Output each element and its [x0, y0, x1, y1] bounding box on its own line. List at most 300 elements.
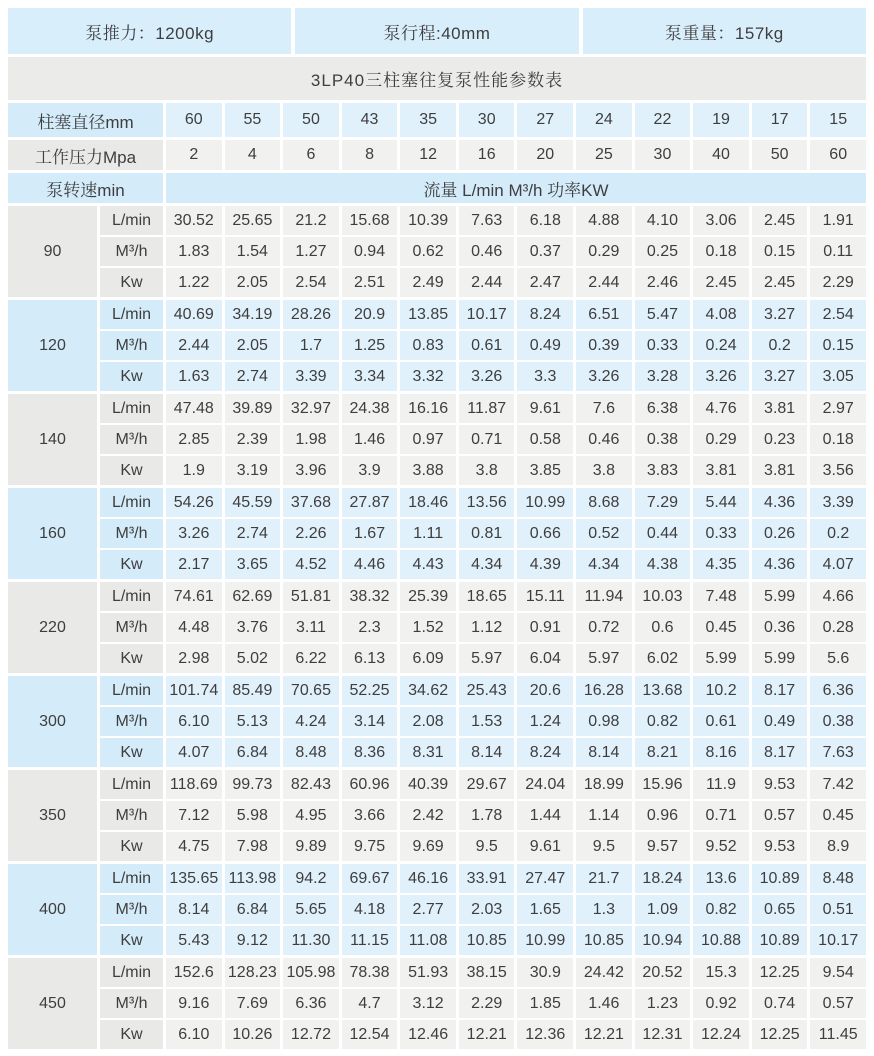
- value-cell: 12.25: [752, 1020, 808, 1049]
- value-cell: 8.24: [517, 300, 573, 329]
- value-cell: 13.56: [459, 488, 515, 517]
- value-cell: 3.26: [166, 519, 222, 548]
- value-cell: 1.65: [517, 895, 573, 924]
- value-cell: 60.96: [342, 770, 398, 799]
- pressure-value: 60: [810, 140, 866, 170]
- value-cell: 3.85: [517, 456, 573, 485]
- value-cell: 0.52: [576, 519, 632, 548]
- value-cell: 9.52: [693, 832, 749, 861]
- value-cell: 3.81: [693, 456, 749, 485]
- row-unit-label: Kw: [100, 456, 163, 485]
- value-cell: 0.83: [400, 331, 456, 360]
- value-cell: 16.28: [576, 676, 632, 705]
- value-cell: 3.26: [459, 362, 515, 391]
- pressure-value: 50: [752, 140, 808, 170]
- value-cell: 4.75: [166, 832, 222, 861]
- value-cell: 4.46: [342, 550, 398, 579]
- value-cell: 4.10: [635, 206, 691, 235]
- value-cell: 8.48: [810, 864, 866, 893]
- pressure-value: 4: [225, 140, 281, 170]
- value-cell: 0.65: [752, 895, 808, 924]
- value-cell: 9.69: [400, 832, 456, 861]
- value-cell: 10.2: [693, 676, 749, 705]
- value-cell: 0.25: [635, 237, 691, 266]
- value-cell: 12.54: [342, 1020, 398, 1049]
- row-unit-label: L/min: [100, 488, 163, 517]
- value-cell: 0.2: [810, 519, 866, 548]
- value-cell: 5.6: [810, 644, 866, 673]
- value-cell: 5.99: [693, 644, 749, 673]
- pressure-value: 16: [459, 140, 515, 170]
- value-cell: 0.28: [810, 613, 866, 642]
- value-cell: 1.52: [400, 613, 456, 642]
- value-cell: 8.14: [576, 738, 632, 767]
- speed-value: 220: [8, 582, 97, 673]
- value-cell: 3.32: [400, 362, 456, 391]
- value-cell: 0.37: [517, 237, 573, 266]
- value-cell: 13.68: [635, 676, 691, 705]
- value-cell: 4.36: [752, 488, 808, 517]
- value-cell: 7.69: [225, 989, 281, 1018]
- value-cell: 0.82: [635, 707, 691, 736]
- value-cell: 6.36: [810, 676, 866, 705]
- value-cell: 5.97: [576, 644, 632, 673]
- value-cell: 18.99: [576, 770, 632, 799]
- value-cell: 11.15: [342, 926, 398, 955]
- value-cell: 0.26: [752, 519, 808, 548]
- value-cell: 10.99: [517, 926, 573, 955]
- value-cell: 47.48: [166, 394, 222, 423]
- value-cell: 0.15: [752, 237, 808, 266]
- diameter-value: 24: [576, 103, 632, 137]
- value-cell: 2.98: [166, 644, 222, 673]
- value-cell: 6.10: [166, 707, 222, 736]
- row-unit-label: Kw: [100, 644, 163, 673]
- value-cell: 8.68: [576, 488, 632, 517]
- speed-value: 160: [8, 488, 97, 579]
- value-cell: 99.73: [225, 770, 281, 799]
- diameter-label: 柱塞直径mm: [8, 103, 163, 137]
- value-cell: 21.7: [576, 864, 632, 893]
- value-cell: 1.53: [459, 707, 515, 736]
- value-cell: 0.57: [752, 801, 808, 830]
- value-cell: 1.54: [225, 237, 281, 266]
- value-cell: 2.08: [400, 707, 456, 736]
- flow-power-header: 流量 L/min M³/h 功率KW: [166, 173, 866, 203]
- value-cell: 12.24: [693, 1020, 749, 1049]
- value-cell: 9.61: [517, 394, 573, 423]
- value-cell: 1.9: [166, 456, 222, 485]
- value-cell: 10.39: [400, 206, 456, 235]
- value-cell: 2.17: [166, 550, 222, 579]
- value-cell: 2.54: [283, 268, 339, 297]
- value-cell: 0.94: [342, 237, 398, 266]
- diameter-value: 15: [810, 103, 866, 137]
- value-cell: 0.81: [459, 519, 515, 548]
- value-cell: 0.46: [459, 237, 515, 266]
- value-cell: 24.42: [576, 958, 632, 987]
- value-cell: 45.59: [225, 488, 281, 517]
- value-cell: 2.46: [635, 268, 691, 297]
- value-cell: 0.18: [810, 425, 866, 454]
- value-cell: 6.02: [635, 644, 691, 673]
- value-cell: 4.76: [693, 394, 749, 423]
- speed-block-140: [8, 394, 866, 485]
- value-cell: 52.25: [342, 676, 398, 705]
- value-cell: 0.2: [752, 331, 808, 360]
- value-cell: 0.15: [810, 331, 866, 360]
- value-cell: 8.24: [517, 738, 573, 767]
- pressure-value: 30: [635, 140, 691, 170]
- value-cell: 28.26: [283, 300, 339, 329]
- value-cell: 11.45: [810, 1020, 866, 1049]
- value-cell: 2.39: [225, 425, 281, 454]
- value-cell: 12.31: [635, 1020, 691, 1049]
- value-cell: 1.67: [342, 519, 398, 548]
- value-cell: 2.29: [810, 268, 866, 297]
- value-cell: 1.91: [810, 206, 866, 235]
- row-unit-label: M³/h: [100, 989, 163, 1018]
- value-cell: 2.44: [459, 268, 515, 297]
- row-unit-label: Kw: [100, 738, 163, 767]
- value-cell: 2.44: [576, 268, 632, 297]
- value-cell: 25.39: [400, 582, 456, 611]
- pressure-value: 2: [166, 140, 222, 170]
- value-cell: 6.13: [342, 644, 398, 673]
- value-cell: 1.25: [342, 331, 398, 360]
- value-cell: 9.5: [459, 832, 515, 861]
- value-cell: 10.17: [810, 926, 866, 955]
- value-cell: 8.36: [342, 738, 398, 767]
- pressure-value: 40: [693, 140, 749, 170]
- speed-block-220: [8, 582, 866, 673]
- value-cell: 1.22: [166, 268, 222, 297]
- row-unit-label: L/min: [100, 206, 163, 235]
- value-cell: 6.10: [166, 1020, 222, 1049]
- value-cell: 15.3: [693, 958, 749, 987]
- value-cell: 13.85: [400, 300, 456, 329]
- value-cell: 128.23: [225, 958, 281, 987]
- value-cell: 0.49: [752, 707, 808, 736]
- value-cell: 6.18: [517, 206, 573, 235]
- value-cell: 9.53: [752, 770, 808, 799]
- value-cell: 51.81: [283, 582, 339, 611]
- value-cell: 3.11: [283, 613, 339, 642]
- value-cell: 0.18: [693, 237, 749, 266]
- row-unit-label: L/min: [100, 864, 163, 893]
- diameter-header-row: [8, 103, 866, 137]
- value-cell: 0.11: [810, 237, 866, 266]
- value-cell: 8.9: [810, 832, 866, 861]
- value-cell: 3.06: [693, 206, 749, 235]
- value-cell: 5.47: [635, 300, 691, 329]
- value-cell: 1.63: [166, 362, 222, 391]
- row-unit-label: M³/h: [100, 707, 163, 736]
- value-cell: 1.27: [283, 237, 339, 266]
- speed-value: 350: [8, 770, 97, 861]
- pump-thrust: 泵推力：1200kg: [8, 8, 291, 54]
- value-cell: 4.18: [342, 895, 398, 924]
- value-cell: 0.61: [693, 707, 749, 736]
- pump-stroke: 泵行程:40mm: [295, 8, 578, 54]
- value-cell: 8.31: [400, 738, 456, 767]
- value-cell: 0.33: [693, 519, 749, 548]
- value-cell: 0.39: [576, 331, 632, 360]
- value-cell: 0.92: [693, 989, 749, 1018]
- value-cell: 13.6: [693, 864, 749, 893]
- value-cell: 6.51: [576, 300, 632, 329]
- value-cell: 0.96: [635, 801, 691, 830]
- speed-block-160: [8, 488, 866, 579]
- pressure-value: 12: [400, 140, 456, 170]
- row-unit-label: L/min: [100, 582, 163, 611]
- value-cell: 6.36: [283, 989, 339, 1018]
- value-cell: 0.29: [693, 425, 749, 454]
- value-cell: 4.48: [166, 613, 222, 642]
- value-cell: 7.12: [166, 801, 222, 830]
- value-cell: 27.87: [342, 488, 398, 517]
- value-cell: 0.44: [635, 519, 691, 548]
- diameter-value: 50: [283, 103, 339, 137]
- value-cell: 5.43: [166, 926, 222, 955]
- value-cell: 6.22: [283, 644, 339, 673]
- value-cell: 3.26: [693, 362, 749, 391]
- value-cell: 0.91: [517, 613, 573, 642]
- diameter-value: 22: [635, 103, 691, 137]
- value-cell: 18.46: [400, 488, 456, 517]
- value-cell: 4.07: [810, 550, 866, 579]
- value-cell: 74.61: [166, 582, 222, 611]
- row-unit-label: Kw: [100, 550, 163, 579]
- value-cell: 1.44: [517, 801, 573, 830]
- value-cell: 118.69: [166, 770, 222, 799]
- value-cell: 32.97: [283, 394, 339, 423]
- row-unit-label: M³/h: [100, 613, 163, 642]
- value-cell: 1.23: [635, 989, 691, 1018]
- value-cell: 0.46: [576, 425, 632, 454]
- value-cell: 12.46: [400, 1020, 456, 1049]
- value-cell: 7.48: [693, 582, 749, 611]
- value-cell: 5.13: [225, 707, 281, 736]
- diameter-value: 30: [459, 103, 515, 137]
- value-cell: 0.61: [459, 331, 515, 360]
- value-cell: 1.12: [459, 613, 515, 642]
- value-cell: 2.3: [342, 613, 398, 642]
- value-cell: 8.17: [752, 738, 808, 767]
- pressure-value: 25: [576, 140, 632, 170]
- row-unit-label: M³/h: [100, 425, 163, 454]
- value-cell: 2.54: [810, 300, 866, 329]
- value-cell: 38.15: [459, 958, 515, 987]
- value-cell: 4.34: [459, 550, 515, 579]
- value-cell: 0.49: [517, 331, 573, 360]
- value-cell: 4.08: [693, 300, 749, 329]
- value-cell: 20.52: [635, 958, 691, 987]
- value-cell: 11.9: [693, 770, 749, 799]
- value-cell: 0.45: [810, 801, 866, 830]
- value-cell: 9.5: [576, 832, 632, 861]
- value-cell: 3.96: [283, 456, 339, 485]
- value-cell: 3.27: [752, 300, 808, 329]
- value-cell: 20.6: [517, 676, 573, 705]
- value-cell: 3.66: [342, 801, 398, 830]
- row-unit-label: M³/h: [100, 519, 163, 548]
- value-cell: 2.05: [225, 268, 281, 297]
- speed-value: 300: [8, 676, 97, 767]
- value-cell: 70.65: [283, 676, 339, 705]
- row-unit-label: L/min: [100, 770, 163, 799]
- value-cell: 6.09: [400, 644, 456, 673]
- value-cell: 0.38: [635, 425, 691, 454]
- value-cell: 7.63: [810, 738, 866, 767]
- value-cell: 3.12: [400, 989, 456, 1018]
- value-cell: 0.74: [752, 989, 808, 1018]
- value-cell: 29.67: [459, 770, 515, 799]
- value-cell: 10.94: [635, 926, 691, 955]
- value-cell: 7.98: [225, 832, 281, 861]
- value-cell: 4.43: [400, 550, 456, 579]
- value-cell: 8.48: [283, 738, 339, 767]
- value-cell: 38.32: [342, 582, 398, 611]
- value-cell: 10.99: [517, 488, 573, 517]
- value-cell: 0.58: [517, 425, 573, 454]
- value-cell: 9.53: [752, 832, 808, 861]
- value-cell: 0.72: [576, 613, 632, 642]
- value-cell: 51.93: [400, 958, 456, 987]
- row-unit-label: M³/h: [100, 895, 163, 924]
- value-cell: 11.87: [459, 394, 515, 423]
- value-cell: 3.81: [752, 456, 808, 485]
- value-cell: 10.17: [459, 300, 515, 329]
- value-cell: 94.2: [283, 864, 339, 893]
- value-cell: 1.11: [400, 519, 456, 548]
- value-cell: 0.36: [752, 613, 808, 642]
- value-cell: 33.91: [459, 864, 515, 893]
- value-cell: 2.97: [810, 394, 866, 423]
- value-cell: 6.84: [225, 738, 281, 767]
- value-cell: 6.38: [635, 394, 691, 423]
- value-cell: 0.97: [400, 425, 456, 454]
- value-cell: 5.44: [693, 488, 749, 517]
- value-cell: 4.24: [283, 707, 339, 736]
- value-cell: 113.98: [225, 864, 281, 893]
- diameter-value: 19: [693, 103, 749, 137]
- speed-block-300: [8, 676, 866, 767]
- value-cell: 34.19: [225, 300, 281, 329]
- value-cell: 2.42: [400, 801, 456, 830]
- value-cell: 10.89: [752, 926, 808, 955]
- value-cell: 7.63: [459, 206, 515, 235]
- value-cell: 40.39: [400, 770, 456, 799]
- value-cell: 5.98: [225, 801, 281, 830]
- value-cell: 3.8: [459, 456, 515, 485]
- value-cell: 0.23: [752, 425, 808, 454]
- speed-value: 120: [8, 300, 97, 391]
- value-cell: 1.98: [283, 425, 339, 454]
- value-cell: 7.29: [635, 488, 691, 517]
- value-cell: 4.07: [166, 738, 222, 767]
- pump-summary-bar: [8, 8, 866, 54]
- value-cell: 27.47: [517, 864, 573, 893]
- value-cell: 1.24: [517, 707, 573, 736]
- value-cell: 9.75: [342, 832, 398, 861]
- value-cell: 10.26: [225, 1020, 281, 1049]
- value-cell: 34.62: [400, 676, 456, 705]
- value-cell: 1.14: [576, 801, 632, 830]
- speed-value: 90: [8, 206, 97, 297]
- value-cell: 0.51: [810, 895, 866, 924]
- value-cell: 85.49: [225, 676, 281, 705]
- value-cell: 2.85: [166, 425, 222, 454]
- value-cell: 10.89: [752, 864, 808, 893]
- row-unit-label: Kw: [100, 1020, 163, 1049]
- diameter-value: 35: [400, 103, 456, 137]
- value-cell: 0.62: [400, 237, 456, 266]
- row-unit-label: L/min: [100, 958, 163, 987]
- speed-block-120: [8, 300, 866, 391]
- diameter-value: 43: [342, 103, 398, 137]
- value-cell: 4.36: [752, 550, 808, 579]
- value-cell: 0.33: [635, 331, 691, 360]
- value-cell: 3.26: [576, 362, 632, 391]
- value-cell: 8.16: [693, 738, 749, 767]
- value-cell: 11.94: [576, 582, 632, 611]
- value-cell: 3.19: [225, 456, 281, 485]
- value-cell: 24.04: [517, 770, 573, 799]
- value-cell: 2.77: [400, 895, 456, 924]
- value-cell: 9.12: [225, 926, 281, 955]
- row-unit-label: L/min: [100, 394, 163, 423]
- speed-value: 400: [8, 864, 97, 955]
- value-cell: 0.24: [693, 331, 749, 360]
- speed-block-400: [8, 864, 866, 955]
- value-cell: 5.65: [283, 895, 339, 924]
- value-cell: 3.81: [752, 394, 808, 423]
- value-cell: 3.76: [225, 613, 281, 642]
- row-unit-label: L/min: [100, 300, 163, 329]
- value-cell: 0.29: [576, 237, 632, 266]
- value-cell: 2.47: [517, 268, 573, 297]
- value-cell: 135.65: [166, 864, 222, 893]
- value-cell: 12.21: [576, 1020, 632, 1049]
- value-cell: 78.38: [342, 958, 398, 987]
- row-unit-label: Kw: [100, 832, 163, 861]
- value-cell: 1.09: [635, 895, 691, 924]
- pressure-header-row: [8, 140, 866, 170]
- value-cell: 4.39: [517, 550, 573, 579]
- speed-block-350: [8, 770, 866, 861]
- diameter-value: 55: [225, 103, 281, 137]
- value-cell: 6.04: [517, 644, 573, 673]
- value-cell: 5.97: [459, 644, 515, 673]
- value-cell: 16.16: [400, 394, 456, 423]
- value-cell: 2.29: [459, 989, 515, 1018]
- value-cell: 39.89: [225, 394, 281, 423]
- speed-block-450: [8, 958, 866, 1049]
- value-cell: 9.61: [517, 832, 573, 861]
- value-cell: 18.65: [459, 582, 515, 611]
- value-cell: 3.28: [635, 362, 691, 391]
- value-cell: 15.96: [635, 770, 691, 799]
- row-unit-label: Kw: [100, 268, 163, 297]
- value-cell: 7.6: [576, 394, 632, 423]
- speed-blocks: [8, 206, 866, 1049]
- value-cell: 2.74: [225, 362, 281, 391]
- value-cell: 62.69: [225, 582, 281, 611]
- row-unit-label: L/min: [100, 676, 163, 705]
- value-cell: 9.89: [283, 832, 339, 861]
- value-cell: 4.88: [576, 206, 632, 235]
